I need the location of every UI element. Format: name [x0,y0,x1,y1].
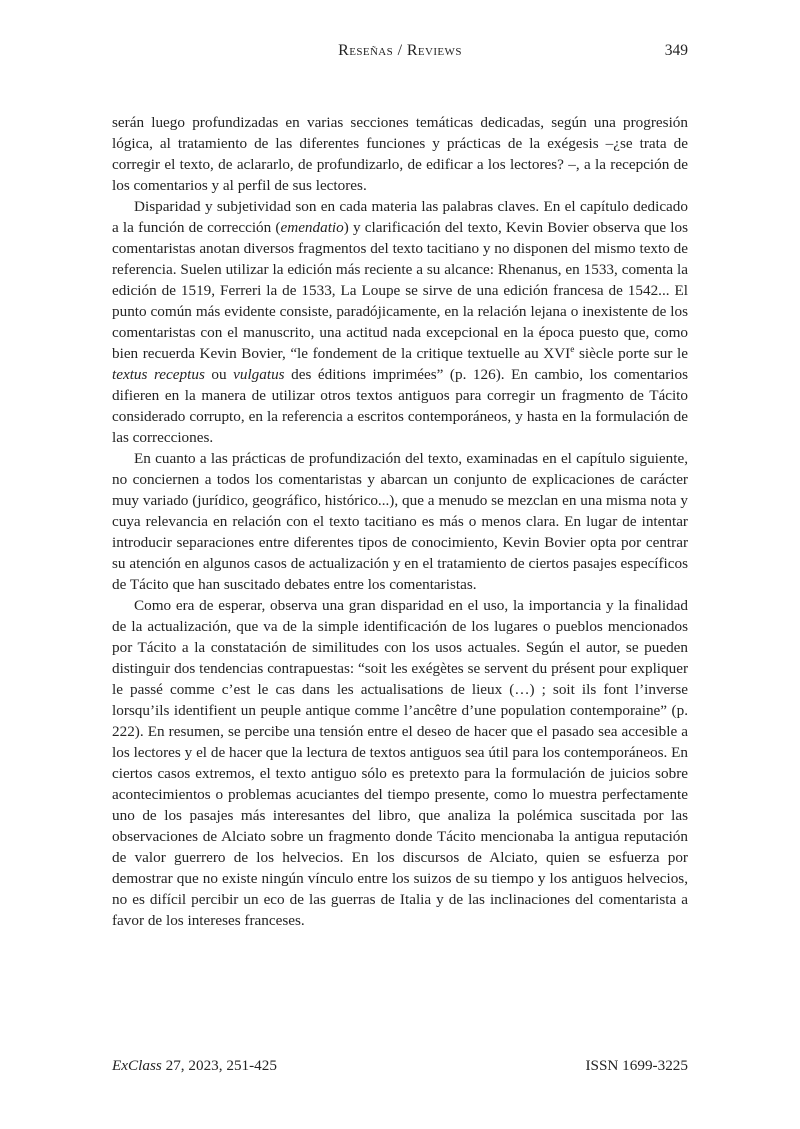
paragraph: Como era de esperar, observa una gran disparidad en el uso, la importancia y la finalidad de la actualización, que va de la simple identificación de los lugares o pueblos mencionados por Tácito a la constatación de similitudes con los usos actuales. Según el autor, se pueden distinguir dos tendencias contrapuestas: “soit les exégètes se servent du présent pour expliquer le passé comme c’est le cas dans les actualisations de lieux (…) ; soit ils font l’inverse lorsqu’ils identifient un peuple antique comme l’ancêtre d’une population contemporaine” (p. 222). En resumen, se percibe una tensión entre el deseo de hacer que el pasado sea accesible a los lectores y el de hacer que la lectura de textos antiguos sea útil para los contemporáneos. En ciertos casos extremos, el texto antiguo sólo es pretexto para la formulación de juicios sobre acontecimientos o problemas acuciantes del tiempo presente, como lo muestra perfectamente uno de los pasajes más interesantes del libro, que analiza la polémica suscitada por las observaciones de Alciato sobre un fragmento donde Tácito mencionaba la antigua reputación de valor guerrero de los helvecios. En los discursos de Alciato, quien se esfuerza por demostrar que no existe ningún vínculo entre los suizos de su tiempo y los antiguos helvecios, no es difícil percibir un eco de las guerras de Italia y de las inclinaciones del comentarista a favor de los intereses franceses. [112,597,688,929]
paragraph: serán luego profundizadas en varias secciones temáticas dedicadas, según una progresión lógica, al tratamiento de las diferentes funciones y prácticas de la exégesis –¿se trata de corregir el texto, de aclararlo, de profundizarlo, de edificar a los lectores? –, a la recepción de los comentarios y al perfil de sus lectores. [112,114,688,194]
paragraph: En cuanto a las prácticas de profundización del texto, examinadas en el capítulo siguiente, no conciernen a todos los comentaristas y abarcan un conjunto de explicaciones de carácter muy variado (jurídico, geográfico, histórico...), que a menudo se mezclan en una misma nota y cuya relevancia en relación con el texto tacitiano es más o menos clara. En lugar de intentar introducir separaciones entre diferentes tipos de conocimiento, Kevin Bovier opta por centrar su atención en algunos casos de actualización y en el tratamiento de ciertos pasajes específicos de Tácito que han suscitado debates entre los comentaristas. [112,450,688,593]
page-footer [112,1057,688,1075]
running-head [112,42,688,64]
body-text [112,112,688,931]
running-title: Reseñas / Reviews [338,42,462,59]
paragraph: Disparidad y subjetividad son en cada materia las palabras claves. En el capítulo dedicado a la función de corrección (emendatio) y clarificación del texto, Kevin Bovier observa que los comentaristas anotan diversos fragmentos del texto tacitiano y no disponen del mismo texto de referencia. Suelen utilizar la edición más reciente a su alcance: Rhenanus, en 1533, comenta la edición de 1519, Ferreri la de 1533, La Loupe se sirve de una edición francesa de 1542... El punto común más evidente consiste, paradójicamente, en la relación lejana o inexistente de los comentaristas con el manuscrito, una actitud nada excepcional en la época puesto que, como bien recuerda Kevin Bovier, “le fondement de la critique textuelle au XVIe siècle porte sur le textus receptus ou vulgatus des éditions imprimées” (p. 126). En cambio, los comentarios difieren en la manera de utilizar otros textos antiguos para corregir un fragmento de Tácito considerado corrupto, en la referencia a escritos contemporáneos, y hasta en la formulación de las correcciones. [112,198,689,446]
issn: ISSN 1699-3225 [585,1057,688,1074]
journal-citation: ExClass 27, 2023, 251-425 [112,1057,277,1074]
page-number: 349 [664,42,688,59]
